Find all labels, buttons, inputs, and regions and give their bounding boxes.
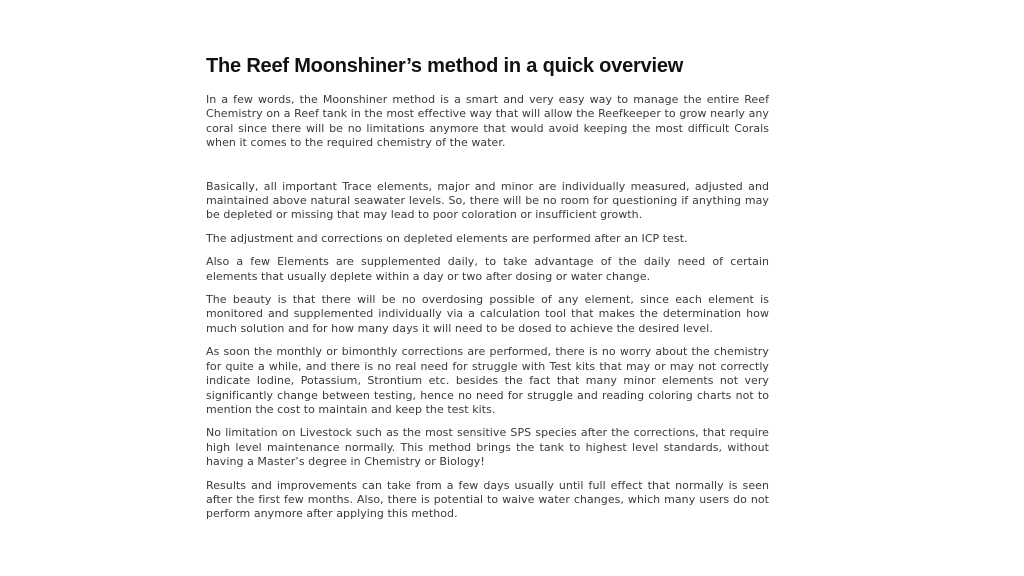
paragraph-livestock: No limitation on Livestock such as the most sensitive SPS species after the corrections, that require high level maintenance normally. This method brings the tank to highest level standards, without having a Master’s degree in Chemistry or Biology! (206, 426, 769, 469)
paragraph-test-kits: As soon the monthly or bimonthly corrections are performed, there is no worry about the chemistry for quite a while, and there is no real need for struggle with Test kits that may or may not correctly indicate Iodine, Potassium, Strontium etc. besides the fact that many minor elements not very significantly change between testing, hence no need for struggle and reading coloring charts not to mention the cost to maintain and keep the test kits. (206, 345, 769, 416)
paragraph-icp-test: The adjustment and corrections on depleted elements are performed after an ICP test. (206, 231, 688, 245)
page-title: The Reef Moonshiner’s method in a quick overview (206, 55, 684, 77)
paragraph-trace-elements: Basically, all important Trace elements, major and minor are individually measured, adjusted and maintained above natural seawater levels. So, there will be no room for questioning if anything may be depleted or missing that may lead to poor coloration or insufficient growth. (206, 179, 769, 222)
text-column (206, 54, 769, 531)
paragraph-intro: In a few words, the Moonshiner method is a smart and very easy way to manage the entire Reef Chemistry on a Reef tank in the most effective way that will allow the Reefkeeper to grow nearly any coral since there will be no limitations anymore that would avoid keeping the most difficult Corals when it comes to the required chemistry of the water. (206, 93, 769, 150)
paragraph-daily-supplement: Also a few Elements are supplemented daily, to take advantage of the daily need of certain elements that usually deplete within a day or two after dosing or water change. (206, 255, 769, 283)
paragraph-no-overdosing: The beauty is that there will be no overdosing possible of any element, since each element is monitored and supplemented individually via a calculation tool that makes the determination how much solution and for how many days it will need to be dosed to achieve the desired level. (206, 293, 769, 335)
paragraph-results: Results and improvements can take from a few days usually until full effect that normally is seen after the first few months. Also, there is potential to waive water changes, which many users do not perform anymore after applying this method. (206, 478, 769, 521)
document-body (206, 93, 769, 522)
